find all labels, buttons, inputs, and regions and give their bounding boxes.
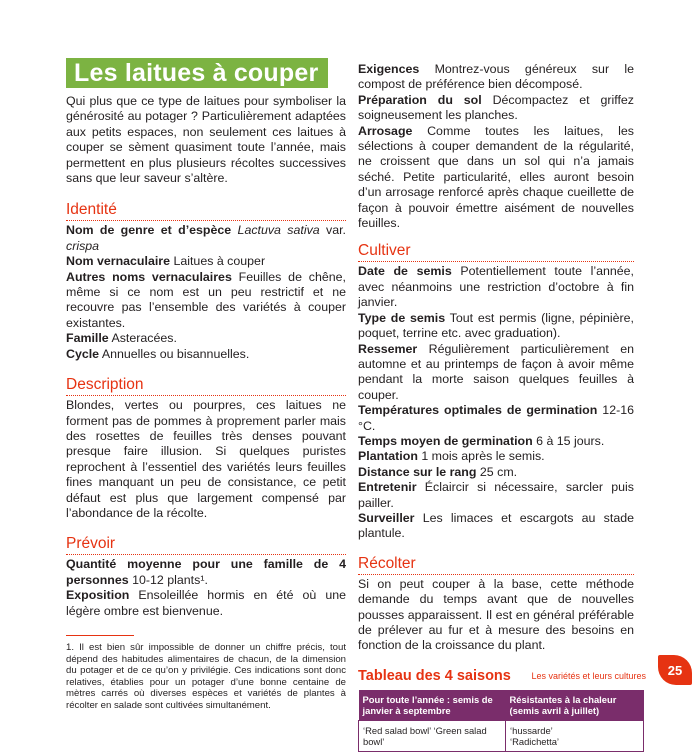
cultiver-date xyxy=(358,264,634,310)
value: 1 mois après le semis. xyxy=(421,449,545,464)
table-header-row xyxy=(359,690,644,721)
seasons-table xyxy=(358,690,644,752)
cultiver-distance xyxy=(358,465,634,480)
footer-section-label: Les variétés et leurs cultures xyxy=(531,671,646,681)
value: Asteracées. xyxy=(111,331,177,346)
value: Régulièrement particulièrement en automne et au printemps de façon à avoir même pendant la morte saison quelques feuilles à couper. xyxy=(358,341,634,402)
value: Annuelles ou bisannuelles. xyxy=(101,346,250,361)
table-cell xyxy=(506,720,644,751)
identite-cycle xyxy=(66,347,346,362)
identite-autres-noms xyxy=(66,270,346,332)
footnote-divider xyxy=(66,635,134,636)
label: Exposition xyxy=(66,588,130,603)
cultiver-plantation xyxy=(358,449,634,464)
label: Ressemer xyxy=(358,341,418,356)
section-heading-cultiver: Cultiver xyxy=(358,241,634,262)
label: Plantation xyxy=(358,449,418,464)
label: Entretenir xyxy=(358,480,417,495)
label: Temps moyen de germination xyxy=(358,433,533,448)
value: Feuilles de chêne, même si ce nom est un peu restrictif et ne recouvre pas l’ensemble des variétés à couper existantes. xyxy=(66,269,346,330)
label: Date de semis xyxy=(358,264,452,279)
cultiver-entretenir xyxy=(358,480,634,511)
value: 10-12 plants¹. xyxy=(132,572,208,587)
recolter-paragraph: Si on peut couper à la base, cette méthode demande du temps avant que de nouvelles pousses apparaissent. Il est en général préférable de prélever au fur et à mesure des besoins en fonction de la croissance du plant. xyxy=(358,576,634,653)
label: Quantité moyenne pour une famille de 4 personnes xyxy=(66,557,346,587)
label: Autres noms vernaculaires xyxy=(66,269,232,284)
label: Nom de genre et d’espèce xyxy=(66,223,232,238)
value: Éclaircir si nécessaire, sarcler puis pailler. xyxy=(358,480,635,510)
value: crispa xyxy=(66,238,100,253)
prevoir-quantite xyxy=(66,557,346,588)
section-heading-prevoir: Prévoir xyxy=(66,534,346,555)
label: Distance sur le rang xyxy=(358,464,477,479)
exigences xyxy=(358,62,634,93)
preparation-sol xyxy=(358,93,634,124)
cultiver-surveiller xyxy=(358,511,634,542)
table-cell-line: ‘hussarde’ xyxy=(510,724,553,736)
label: Type de semis xyxy=(358,310,446,325)
value: 12-16 °C. xyxy=(358,403,634,433)
cultiver-ressemer xyxy=(358,342,634,404)
label: Préparation du sol xyxy=(358,92,482,107)
right-column xyxy=(358,62,634,752)
section-heading-recolter: Récolter xyxy=(358,554,634,575)
identite-famille xyxy=(66,331,346,346)
page-title: Les laitues à couper xyxy=(66,58,328,88)
value: Comme toutes les laitues, les sélections à couper demandent de la régularité, ne croissent que dans un sol qui n’a jamais séché. Petite particularité, elles auront besoin d’un arrosage renforcé après chaque cueillette de façon à pouvoir émettre aisément de nouvelles feuilles. xyxy=(358,123,634,231)
value: 25 cm. xyxy=(479,464,518,479)
identite-genre xyxy=(66,223,346,254)
cultiver-type xyxy=(358,311,634,342)
arrosage xyxy=(358,124,634,232)
value: var. xyxy=(326,223,347,238)
value: Laitues à couper xyxy=(173,254,266,269)
label: Surveiller xyxy=(358,510,415,525)
value: Ensoleillée hormis en été où une légère ombre est bienvenue. xyxy=(66,588,346,618)
table-cell: ‘Red salad bowl’ ‘Green salad bowl’ xyxy=(359,720,506,751)
footnote: 1. Il est bien sûr impossible de donner un chiffre précis, tout dépend des habitudes alimentaires de chacun, de la dimension du potager et de ce qu’on y privilégie. Ces indications sont donc relatives, établies pour un potager d’une bonne centaine de mètres carrés où diverses espèces et variétés de plantes à récolter en salade sont cultivées simultanément. xyxy=(66,641,346,711)
intro-paragraph: Qui plus que ce type de laitues pour symboliser la générosité au potager ? Particulièrement adaptées aux petits espaces, non seulement ces laitues à couper se sèment quasiment toute l’année, mais permettent en plus plusieurs récoltes successives sans que leur saveur s’altère. xyxy=(66,94,346,186)
label: Températures optimales de germination xyxy=(358,403,598,418)
identite-vernaculaire xyxy=(66,254,346,269)
table-header-cell: Pour toute l’année : semis de janvier à septembre xyxy=(359,690,506,721)
section-heading-identite: Identité xyxy=(66,200,346,221)
label: Famille xyxy=(66,331,109,346)
label: Exigences xyxy=(358,62,420,76)
table-header-cell: Résistantes à la chaleur (semis avril à juillet) xyxy=(506,690,644,721)
cultiver-temperatures xyxy=(358,403,634,434)
label: Arrosage xyxy=(358,123,413,138)
page-number: 25 xyxy=(658,655,692,685)
description-paragraph: Blondes, vertes ou pourpres, ces laitues ne forment pas de pommes à proprement parler mais des rosettes de feuilles très denses pouvant presque faire illusion. Si quelques puristes reprochent à l’essentiel des variétés leurs feuilles fines manquant un peu de consistance, ce petit défaut est plus que largement compensé par l’abondance de la récolte. xyxy=(66,398,346,520)
table-cell-line: ‘Radichetta’ xyxy=(510,735,560,747)
prevoir-exposition xyxy=(66,588,346,619)
value: Montrez-vous généreux sur le compost de préférence bien décomposé. xyxy=(358,62,634,92)
cultiver-temps-germination xyxy=(358,434,634,449)
table-row xyxy=(359,720,644,751)
value: Tout est permis (ligne, pépinière, poquet, terrine etc. avec graduation). xyxy=(358,310,635,341)
label: Nom vernaculaire xyxy=(66,254,170,269)
section-heading-description: Description xyxy=(66,375,346,396)
value: Lactuva sativa xyxy=(237,223,320,238)
value: 6 à 15 jours. xyxy=(536,433,605,448)
value: Potentiellement toute l’année, avec néanmoins une restriction d’octobre à fin janvier. xyxy=(358,264,634,310)
value: Les limaces et escargots au stade plantule. xyxy=(358,510,634,541)
left-column xyxy=(66,62,346,712)
table-title: Tableau des 4 saisons xyxy=(358,667,511,684)
label: Cycle xyxy=(66,346,100,361)
value: Décompactez et griffez soigneusement les planches. xyxy=(358,92,634,123)
